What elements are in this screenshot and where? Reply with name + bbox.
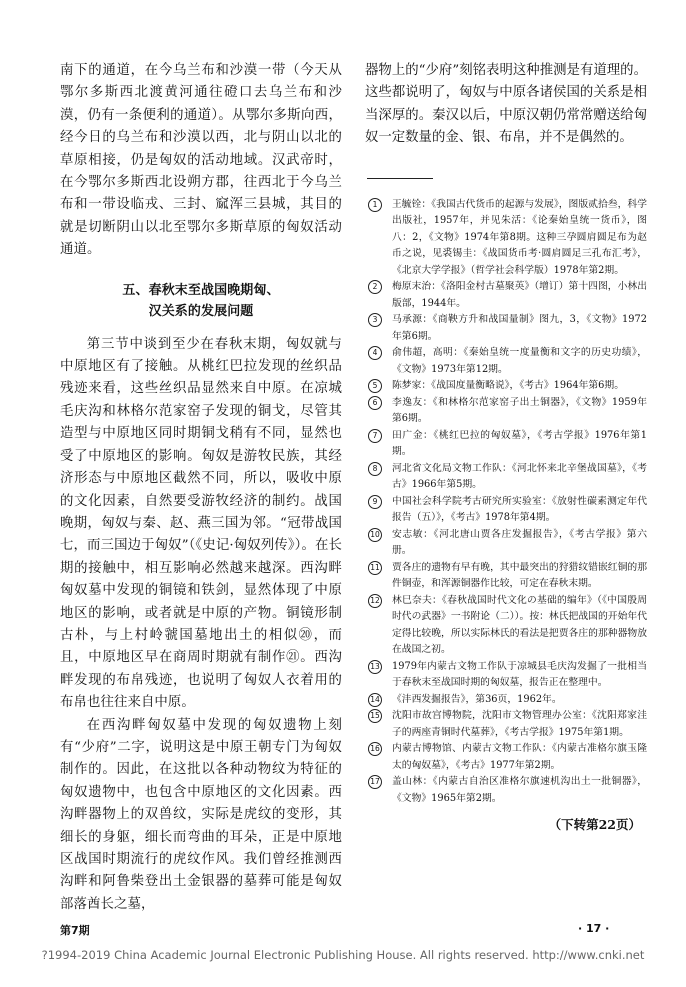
- footnote-text: 安志敏：《河北唐山贾各庄发掘报告》，《考古学报》第六册。: [392, 528, 647, 557]
- continued-notice: （下转第22页）: [548, 817, 641, 833]
- footnote-number: 2: [368, 280, 382, 294]
- footnote-text: 李逸友：《和林格尔范家窑子出土铜器》，《文物》1959年第6期。: [392, 396, 647, 425]
- footnote: [365, 494, 647, 527]
- section-heading-line: 汉关系的发展问题: [148, 303, 254, 319]
- footnote: [365, 692, 647, 709]
- footnote-text: 林巳奈夫：《春秋战国时代文化の基础的编年》（《中国殷周时代の武器》一书附论（二））。按：林氏把战国的开始年代定得比较晚，所以实际林氏的看法是把贾各庄的那种器物放在战国之初。: [392, 594, 647, 656]
- footnote: [365, 560, 647, 593]
- footnote: [365, 345, 647, 378]
- footnote-number: 17: [368, 775, 382, 789]
- footnote-text: 贾各庄的遗物有早有晚，其中最突出的狩猎纹错嵌红铜的那件铜壶，和浑源铜器作比较，可定在春秋末期。: [392, 561, 647, 590]
- footnote-text: 王毓铨：《我国古代货币的起源与发展》，图版贰拾叁，科学出版社，1957年，并见朱活：《论秦始皇统一货币》，图八：2，《文物》1974年第8期。这种三孕圆肩圆足布为赵币之说，见裘锡圭：《战国货币考·圆肩圆足三孔布汇考》，《北京大学学报》（哲学社会科学版）1978年第2期。: [392, 198, 647, 276]
- footnote-number: 15: [368, 709, 382, 723]
- footnote-number: 4: [368, 346, 382, 360]
- footnote: [365, 395, 647, 428]
- footnote-number: 11: [368, 561, 382, 575]
- section-heading-line: 五、春秋末至战国晚期匈、: [122, 282, 280, 298]
- footnote-divider: [367, 178, 433, 179]
- footnote-number: 1: [368, 198, 382, 212]
- footnote-number: 12: [368, 594, 382, 608]
- footnote: [365, 279, 647, 312]
- footnote-text: 内蒙古博物馆、内蒙古文物工作队：《内蒙古准格尔旗玉隆太的匈奴墓》，《考古》1977年第2期。: [392, 743, 647, 771]
- right-column: [365, 60, 647, 833]
- footnote: [365, 527, 647, 560]
- footnote: [365, 593, 647, 659]
- footnote-number: 5: [368, 379, 382, 393]
- footnote-text: 梅原末治：《洛阳金村古墓聚英》（增订）第十四图，小林出版部，1944年。: [392, 281, 647, 309]
- footnote-number: 10: [368, 528, 382, 542]
- footnote: [365, 197, 647, 280]
- footnote: [365, 708, 647, 741]
- page-number: · 17 ·: [578, 922, 610, 935]
- paragraph: 第三节中谈到至少在春秋末期，匈奴就与中原地区有了接触。从桃红巴拉发现的丝织品残迹来看，这些丝织品显然来自中原。在凉城毛庆沟和林格尔范家窑子发现的铜戈，尽管其造型与中原地区同时期铜戈稍有不同，显然也受了中原地区的影响。匈奴是游牧民族，其经济形态与中原地区截然不同，所以，吸收中原的文化因素，自然要受游牧经济的制约。战国晚期，匈奴与秦、赵、燕三国为邻。“冠带战国七，而三国边于匈奴”（《史记·匈奴列传》）。在长期的接触中，相互影响必然越来越深。西沟畔匈奴墓中发现的铜镜和铁剑，显然体现了中原地区的影响，或者就是中原的产物。铜镜形制古朴，与上村岭虢国墓地出土的相似⑳，而且，中原地区早在商周时期就有制作㉑。西沟畔发现的布帛残迹，也说明了匈奴人衣着用的布帛也往往来自中原。: [60, 336, 342, 711]
- footnote-number: 6: [368, 396, 382, 410]
- footnote: [365, 659, 647, 692]
- footnote-number: 3: [368, 313, 382, 327]
- footnote: [365, 378, 647, 395]
- copyright-line: ?1994-2019 China Academic Journal Electronic Publishing House. All rights reserved. http://www.cnki.net: [41, 948, 645, 962]
- footnote-text: 河北省文化局文物工作队：《河北怀来北辛堡战国墓》，《考古》1966年第5期。: [392, 462, 647, 491]
- footnote-text: 陈梦家：《战国度量衡略说》，《考古》1964年第6期。: [392, 380, 624, 392]
- footnote-text: 《沣西发掘报告》，第36页，1962年。: [392, 693, 562, 705]
- footnote: [365, 741, 647, 774]
- footnote-number: 14: [368, 693, 382, 707]
- footnote: [365, 774, 647, 807]
- paragraph: 在西沟畔匈奴墓中发现的匈奴遗物上刻有“少府”二字，说明这是中原王朝专门为匈奴制作的。因此，在这批以各种动物纹为特征的匈奴遗物中，也包含中原地区的文化因素。西沟畔器物上的双兽纹，实际是虎纹的变形，其细长的身躯，细长而弯曲的耳朵，正是中原地区战国时期流行的虎纹作风。我们曾经推测西沟畔和阿鲁柴登出土金银器的墓葬可能是匈奴部落酋长之墓，: [60, 717, 342, 912]
- footnote: [365, 428, 647, 461]
- paragraph-continuation: 器物上的“少府”刻铭表明这种推测是有道理的。这些都说明了，匈奴与中原各诸侯国的关系是相当深厚的。秦汉以后，中原汉朝仍常常赠送给匈奴一定数量的金、银、布帛，并不是偶然的。: [365, 63, 647, 146]
- footnote: [365, 312, 647, 345]
- footnote-text: 盖山林：《内蒙古自治区准格尔旗速机沟出土一批铜器》，《文物》1965年第2期。: [392, 776, 647, 804]
- footnote-number: 13: [368, 660, 382, 674]
- issue-label: 第7期: [60, 924, 90, 937]
- footnote-text: 马承源：《商鞅方升和战国量制》图九，3，《文物》1972年第6期。: [392, 314, 647, 342]
- paragraph: 南下的通道，在今乌兰布和沙漠一带（今天从鄂尔多斯西北渡黄河通往磴口去乌兰布和沙漠，仍有一条便利的通道）。从鄂尔多斯向西，经今日的乌兰布和沙漠以西，北与阴山以北的草原相接，仍是匈奴的活动地域。汉武帝时，在今鄂尔多斯西北设朔方郡，往西北于今乌兰布和一带设临戎、三封、窳浑三县城，其目的就是切断阴山以北至鄂尔多斯草原的匈奴活动通道。: [60, 63, 342, 258]
- section-heading: [60, 280, 342, 322]
- footnote-list: [365, 197, 647, 808]
- footnote-text: 中国社会科学院考古研究所实验室：《放射性碳素测定年代报告（五）》，《考古》1978年第4期。: [392, 495, 647, 524]
- footnote-text: 田广金：《桃红巴拉的匈奴墓》，《考古学报》1976年第1期。: [392, 429, 647, 458]
- left-column: [60, 60, 342, 916]
- footnote-text: 沈阳市故宫博物院，沈阳市文物管理办公室：《沈阳郑家洼子的两座青铜时代墓葬》，《考古学报》1975年第1期。: [392, 710, 647, 738]
- footnote-number: 7: [368, 429, 382, 443]
- footnote-number: 8: [368, 462, 382, 476]
- footnote-text: 1979年内蒙古文物工作队于凉城县毛庆沟发掘了一批相当于春秋末至战国时期的匈奴墓，报告正在整理中。: [392, 660, 647, 689]
- footnote-number: 16: [368, 742, 382, 756]
- footnote: [365, 461, 647, 494]
- footnote-text: 俞伟超，高明：《秦始皇统一度量衡和文字的历史功绩》，《文物》1973年第12期。: [392, 347, 647, 375]
- footnote-number: 9: [368, 495, 382, 509]
